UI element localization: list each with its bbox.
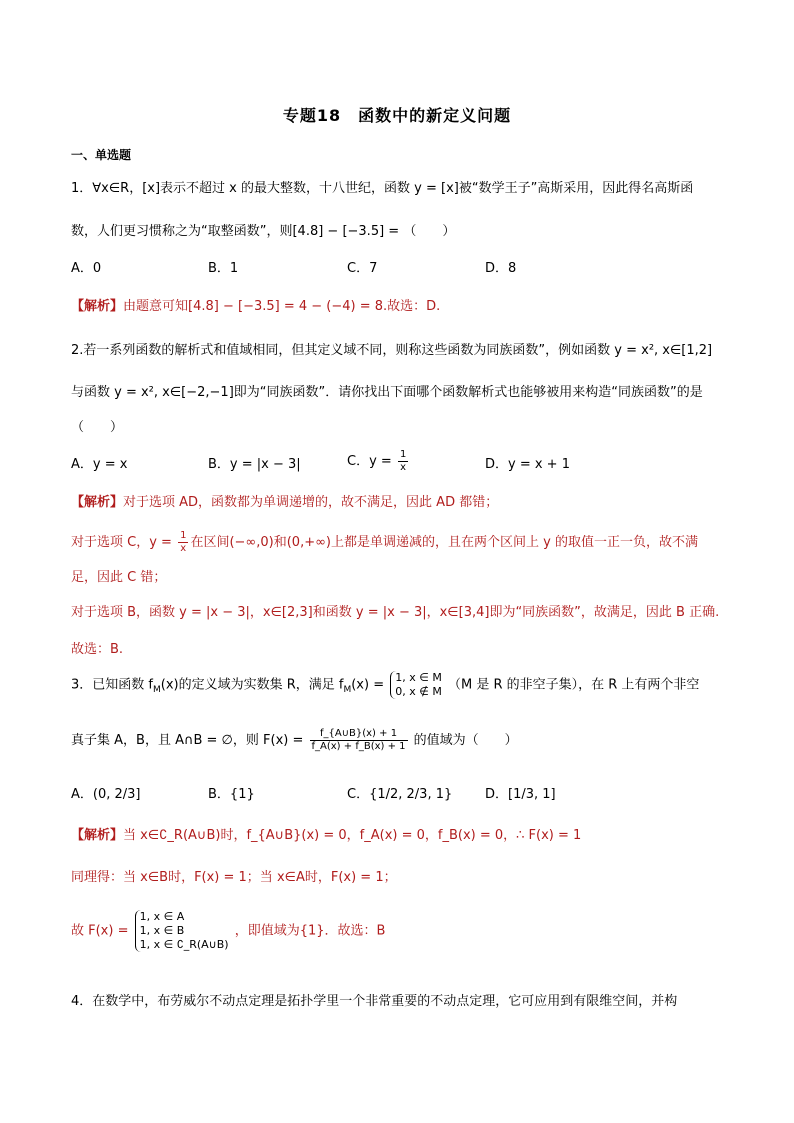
q2-analysis-line5: 故选：B. <box>71 642 124 657</box>
q1-option-b: B．1 <box>208 261 239 276</box>
q2-analysis-fraction: $\frac{1}{x}$ <box>180 530 187 554</box>
q3-stem-line1: 3．已知函数 $f_M(x)$的定义域为实数集 R，满足 $f_M(x)$ = 1, x ∈ M 0, x ∉ M （M 是 R 的非空子集），在 R 上有两个非空 <box>71 671 700 698</box>
analysis-tag: 【解析】 <box>71 299 124 314</box>
q2-analysis-line1: 【解析】对于选项 AD，函数都为单调递增的，故不满足，因此 AD 都错； <box>71 495 499 510</box>
q1-stem-line1: 1．∀x∈R，[x]表示不超过 x 的最大整数，十八世纪，函数 y = [x]被“数学王子”高斯采用，因此得名高斯函 <box>71 181 694 196</box>
q2-analysis-line2: 对于选项 C，y = $\frac{1}{x}$ 在区间(−∞,0)和(0,+∞)上都是单调递减的，且在两个区间上 y 的取值一正一负，故不满 <box>71 530 698 554</box>
q2-stem-line2: 与函数 y = x², x∈[−2,−1]即为“同族函数”．请你找出下面哪个函数解析式也能够被用来构造“同族函数”的是 <box>71 385 703 400</box>
q3-option-b: B．{1} <box>208 787 255 802</box>
q1-option-d: D．8 <box>485 261 517 276</box>
q3-analysis-piecewise: 1, x ∈ A 1, x ∈ B 1, x ∈ ∁_R(A∪B) <box>135 910 229 952</box>
q4-stem-line1: 4．在数学中，布劳威尔不动点定理是拓扑学里一个非常重要的不动点定理，它可应用到有限维空间，并构 <box>71 994 678 1009</box>
q3-piecewise: 1, x ∈ M 0, x ∉ M <box>390 671 442 699</box>
q3-option-a: A．(0, 2/3] <box>71 787 141 802</box>
q3-analysis-line2: 同理得：当 x∈B时，F(x) = 1；当 x∈A时，F(x) = 1； <box>71 870 397 885</box>
q2-option-d: D．y = x + 1 <box>485 457 570 472</box>
q2-analysis-line4: 对于选项 B，函数 y = |x − 3|，x∈[2,3]和函数 y = |x − 3|，x∈[3,4]即为“同族函数”，故满足，因此 B 正确. <box>71 605 720 620</box>
section-heading: 一、单选题 <box>71 148 132 162</box>
q3-analysis-line1: 【解析】当 x∈∁_R(A∪B)时，f_{A∪B}(x) = 0，f_A(x) = 0，f_B(x) = 0，∴ F(x) = 1 <box>71 828 582 843</box>
q2-option-a: A．y = x <box>71 457 128 472</box>
q3-fraction: $\frac{f\_\{A\cup B\}(x) + 1}{f\_A(x) + f\_B(x) + 1}$ <box>311 728 406 752</box>
q2-option-c-fraction: $\frac{1}{x}$ <box>399 449 407 473</box>
page-title: 专题18 函数中的新定义问题 <box>282 106 512 125</box>
q1-analysis <box>71 297 440 317</box>
q1-stem-line2: 数，人们更习惯称之为“取整函数”，则[4.8] − [−3.5] = （ ） <box>71 224 456 239</box>
analysis-tag: 【解析】 <box>71 828 124 843</box>
q1-option-a: A．0 <box>71 261 102 276</box>
q2-stem-line3: （ ） <box>71 420 124 435</box>
q3-analysis-line3: 故 F(x) = 1, x ∈ A 1, x ∈ B 1, x ∈ ∁_R(A∪B) ，即值域为{1}．故选：B <box>71 910 386 951</box>
q2-analysis-line3: 足，因此 C 错； <box>71 570 167 585</box>
q1-option-c: C．7 <box>347 261 378 276</box>
q2-option-c: C．y = $\frac{1}{x}$ <box>347 449 407 473</box>
q3-stem-line2: 真子集 A，B，且 A∩B = ∅，则 F(x) = $\frac{f\_\{A\cup B\}(x) + 1}{f\_A(x) + f\_B(x) + 1}$ 的值域为（ ） <box>71 728 518 752</box>
analysis-tag: 【解析】 <box>71 495 124 510</box>
q2-stem-line1: 2.若一系列函数的解析式和值域相同，但其定义域不同，则称这些函数为同族函数”，例如函数 y = x², x∈[1,2] <box>71 343 713 358</box>
q2-option-b: B．y = |x − 3| <box>208 457 301 472</box>
q3-option-d: D．[1/3, 1] <box>485 787 556 802</box>
q3-option-c: C．{1/2, 2/3, 1} <box>347 787 453 802</box>
q1-analysis-text: 由题意可知[4.8] − [−3.5] = 4 − (−4) = 8.故选：D. <box>123 299 441 314</box>
